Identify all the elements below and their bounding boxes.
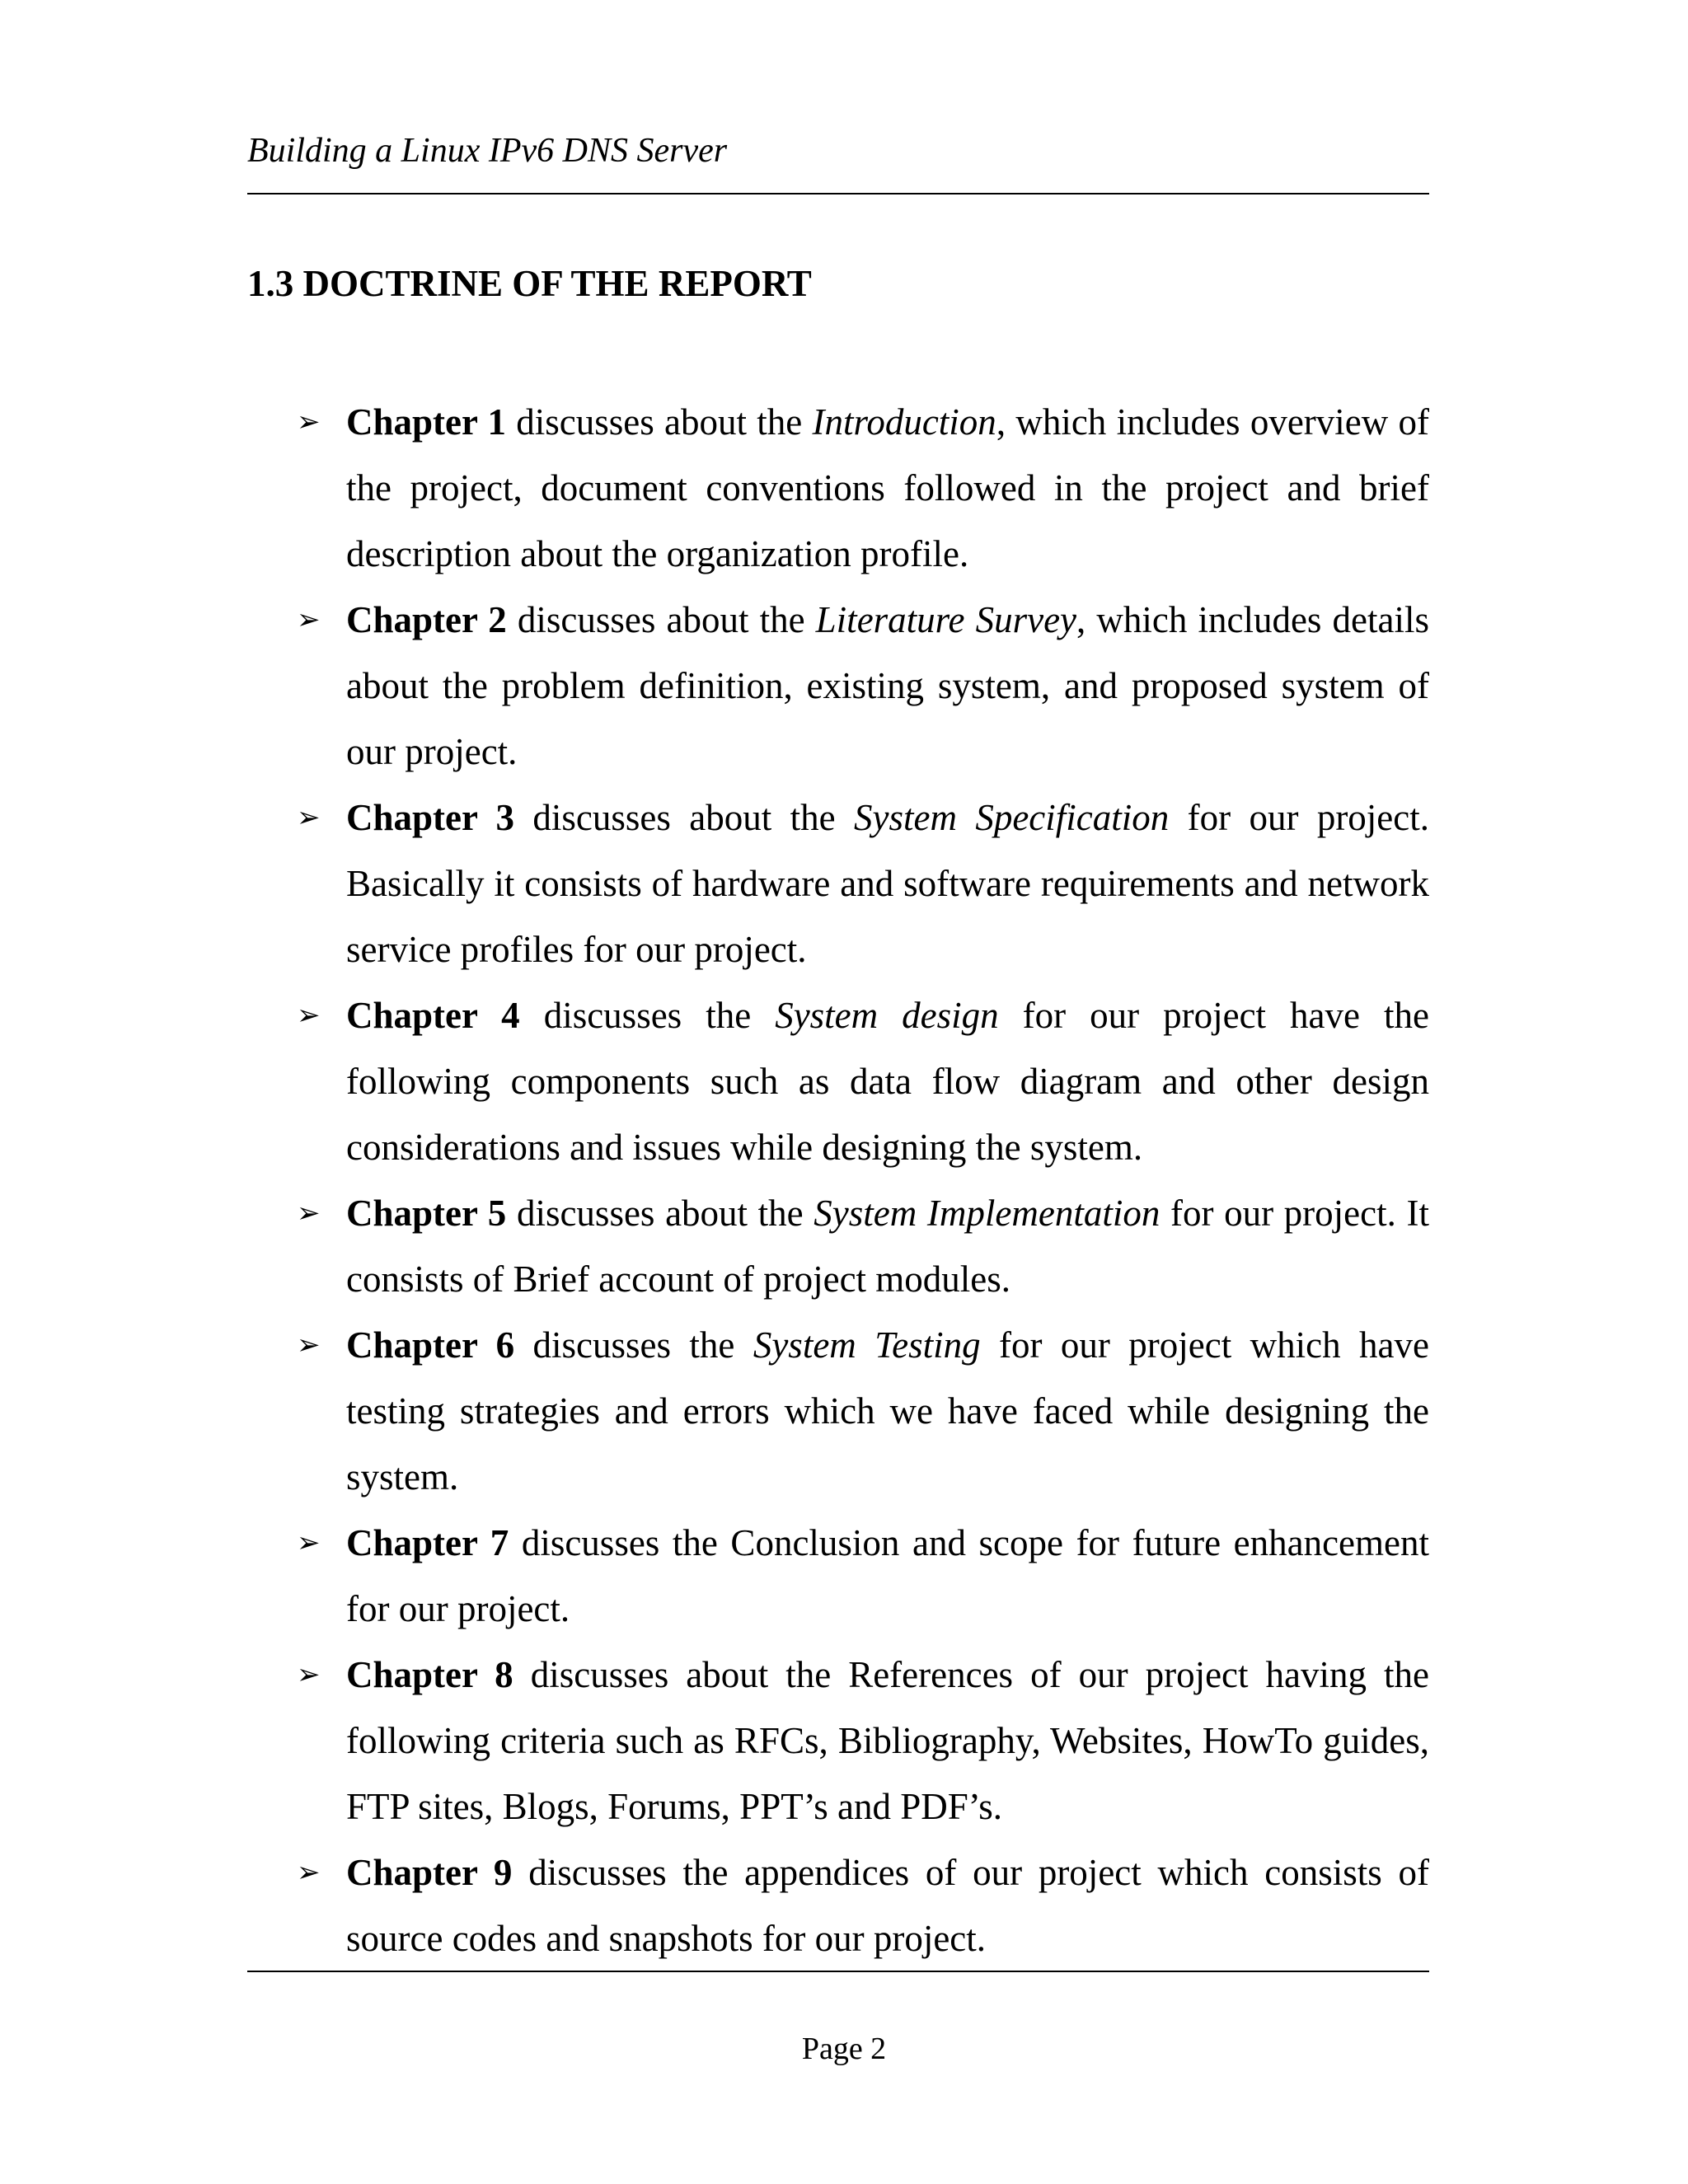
chapter-item-4 bbox=[297, 982, 1429, 1180]
chapter-text: discusses about the References of our project having the following criteria such as RFCs, Bibliography, Websites, HowTo guides, FTP sites, Blogs, Forums, PPT’s and PDF’s. bbox=[346, 1654, 1429, 1827]
chapter-text-continued: for our project which have testing strategies and errors which we have faced while designing the system. bbox=[346, 1324, 1429, 1497]
chapter-label: Chapter 3 bbox=[346, 797, 515, 838]
chapter-item-2 bbox=[297, 587, 1429, 785]
chapter-text-continued: , which includes details about the problem definition, existing system, and proposed system of our project. bbox=[346, 599, 1429, 772]
chapter-item-6 bbox=[297, 1312, 1429, 1510]
header-rule bbox=[247, 193, 1429, 194]
arrowhead-bullet-icon: ➢ bbox=[297, 1197, 321, 1230]
chapter-item-9 bbox=[297, 1840, 1430, 1971]
chapter-label: Chapter 8 bbox=[346, 1654, 513, 1695]
footer-rule bbox=[247, 1971, 1429, 1972]
chapter-topic: Introduction bbox=[812, 401, 996, 443]
chapter-item-5 bbox=[297, 1180, 1429, 1312]
chapter-text-continued: for our project. It consists of Brief account of project modules. bbox=[346, 1193, 1429, 1300]
chapter-text: discusses the appendices of our project which consists of source codes and snapshots for our project. bbox=[346, 1852, 1430, 1959]
chapter-label: Chapter 9 bbox=[346, 1852, 513, 1893]
arrowhead-bullet-icon: ➢ bbox=[297, 405, 321, 438]
chapter-item-3 bbox=[297, 785, 1430, 982]
arrowhead-bullet-icon: ➢ bbox=[297, 999, 321, 1032]
chapter-text: discusses about the bbox=[505, 401, 813, 443]
chapter-text: discusses about the bbox=[506, 599, 816, 640]
chapter-topic: System design bbox=[775, 995, 999, 1036]
arrowhead-bullet-icon: ➢ bbox=[297, 1658, 321, 1691]
chapter-text: discusses the Conclusion and scope for future enhancement for our project. bbox=[346, 1522, 1430, 1629]
chapter-topic: System Implementation bbox=[814, 1193, 1160, 1234]
chapter-label: Chapter 5 bbox=[346, 1193, 507, 1234]
page-number: Page 2 bbox=[801, 2032, 887, 2066]
chapter-topic: System Testing bbox=[753, 1324, 981, 1366]
chapter-text: discusses about the bbox=[514, 797, 854, 838]
arrowhead-bullet-icon: ➢ bbox=[297, 1526, 321, 1559]
chapter-item-1 bbox=[297, 389, 1430, 587]
arrowhead-bullet-icon: ➢ bbox=[297, 1856, 321, 1889]
chapter-topic: Literature Survey bbox=[815, 599, 1077, 640]
chapter-text: discusses the bbox=[519, 995, 776, 1036]
chapter-text: discusses about the bbox=[506, 1193, 814, 1234]
chapter-item-7 bbox=[297, 1510, 1430, 1642]
chapter-label: Chapter 6 bbox=[346, 1324, 515, 1366]
arrowhead-bullet-icon: ➢ bbox=[297, 1329, 321, 1361]
chapter-item-8 bbox=[297, 1642, 1429, 1840]
chapter-text-continued: , which includes overview of the project, document conventions followed in the project and brief description about the organization profile. bbox=[346, 401, 1430, 574]
chapter-topic: System Specification bbox=[853, 797, 1170, 838]
chapter-text-continued: for our project have the following components such as data flow diagram and other design considerations and issues while designing the system. bbox=[346, 995, 1429, 1168]
chapter-text: discusses the bbox=[514, 1324, 753, 1366]
chapter-label: Chapter 1 bbox=[346, 401, 506, 443]
running-header: Building a Linux IPv6 DNS Server bbox=[247, 132, 728, 170]
chapter-label: Chapter 2 bbox=[346, 599, 507, 640]
chapter-list bbox=[297, 389, 1430, 1971]
chapter-label: Chapter 7 bbox=[346, 1522, 509, 1563]
chapter-label: Chapter 4 bbox=[346, 995, 520, 1036]
arrowhead-bullet-icon: ➢ bbox=[297, 801, 321, 834]
chapter-text-continued: for our project. Basically it consists of hardware and software requirements and network service profiles for our project. bbox=[346, 797, 1430, 970]
section-heading: 1.3 DOCTRINE OF THE REPORT bbox=[247, 263, 812, 304]
arrowhead-bullet-icon: ➢ bbox=[297, 603, 321, 636]
